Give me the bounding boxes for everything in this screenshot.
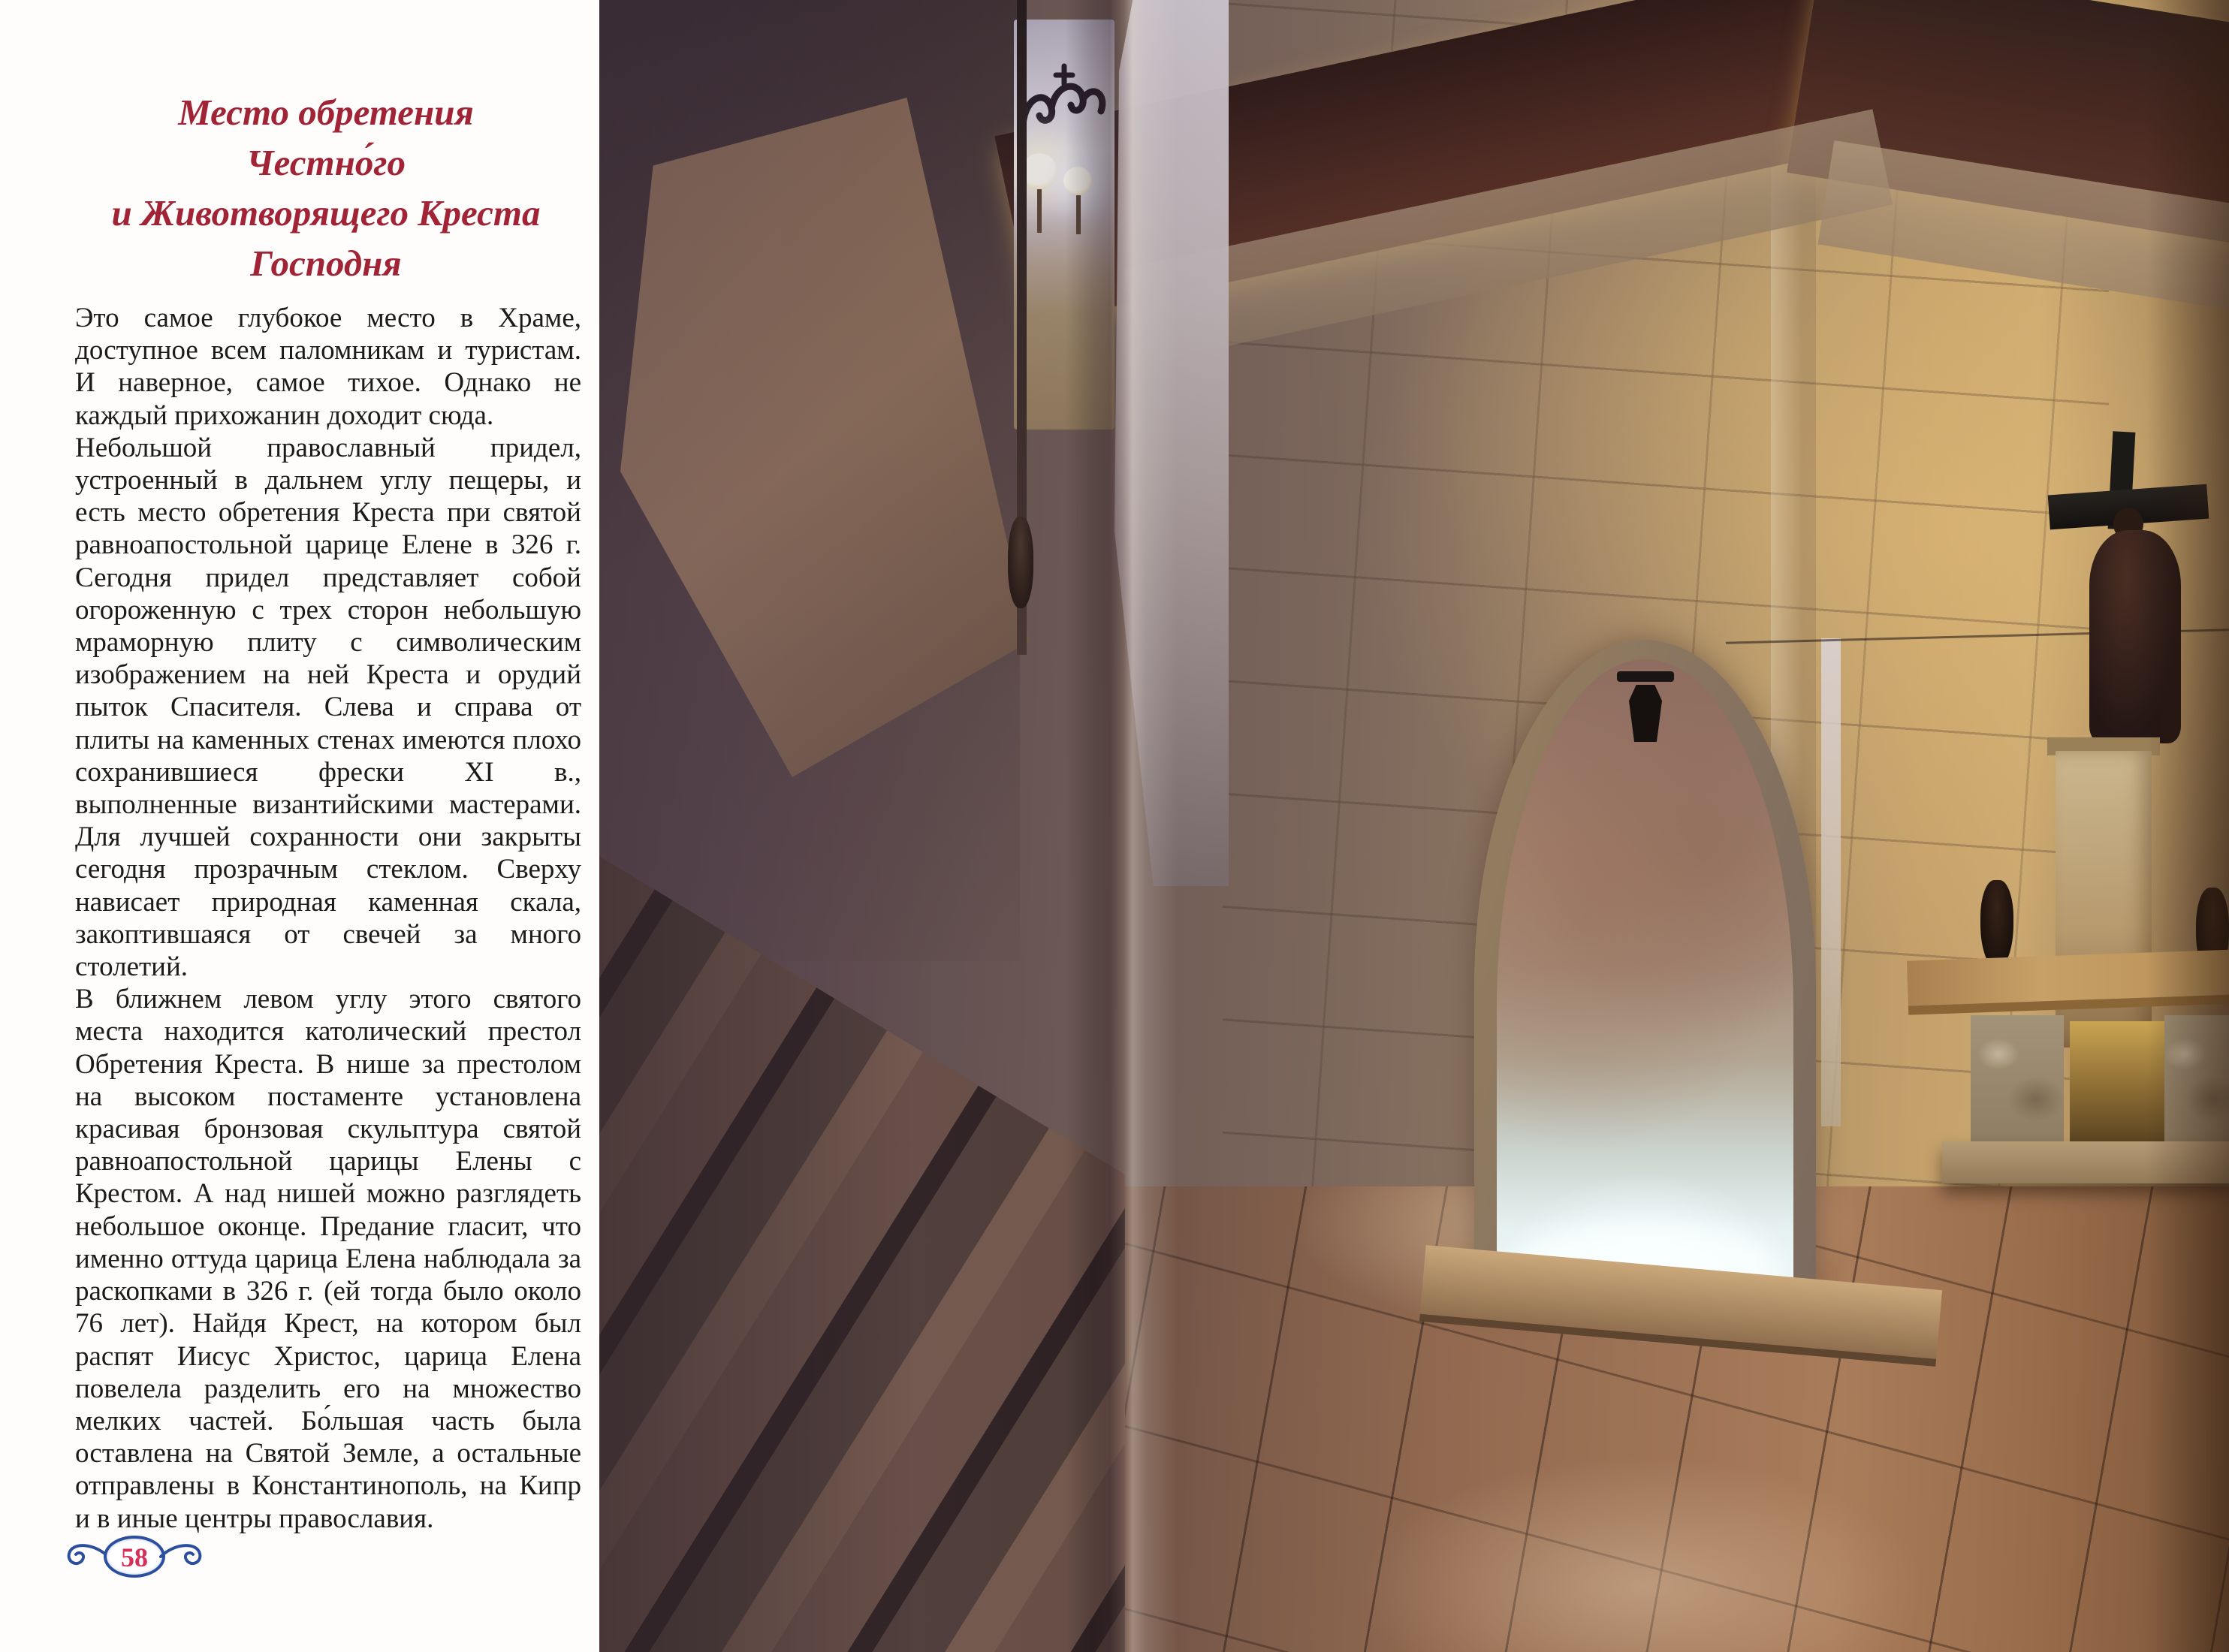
chapter-title-line: Честно́го: [246, 142, 406, 183]
chapter-title: [72, 87, 580, 288]
lantern-mount: [1617, 671, 1674, 682]
hanging-lantern-icon: [1629, 685, 1662, 742]
arched-rock-niche: [1474, 640, 1816, 1307]
chapter-title-line: Господня: [250, 243, 402, 284]
swirl-ornament-icon: [159, 1537, 207, 1576]
left-page: [0, 0, 599, 1652]
arch-jamb-highlight: [1821, 638, 1841, 1126]
lamp-stand: [1037, 189, 1042, 233]
stone-staircase: [599, 856, 1125, 1652]
excavation-rock-face: [1497, 659, 1793, 1307]
chapel-interior-photo: [599, 0, 2229, 1652]
page-number-ellipse: [104, 1536, 165, 1578]
altar-table-leg: [1971, 1015, 2064, 1144]
paragraph: В ближнем левом углу этого святого места находится католический престол Обретения Креста. В нише за престолом на высоком постаменте установлена красивая бронзовая скульптура святой равноапостольной царицы Елены с Крестом. А над нишей можно разглядеть небольшое оконце. Предание гласит, что именно оттуда царица Елена наблюдала за раскопками в 326 г. (ей тогда было около 76 лет). Найдя Крест, на котором был распят Иисус Христос, царица Елена повелела разделить его на множество мелких частей. Бо́льшая часть была оставлена на Святой Земле, а остальные отправлены в Константинополь, на Кипр и в иные центры православия.: [75, 984, 581, 1534]
book-gutter: [1065, 0, 1178, 1652]
page-edge-shading: [2146, 0, 2229, 1652]
page-number: 58: [121, 1542, 148, 1572]
chapter-title-line: Место обретения: [178, 92, 474, 133]
lamp-globe: [1021, 153, 1057, 189]
paragraph: Небольшой православный придел, устроенный в дальнем углу пещеры, и есть место обретения Креста при святой равноапостольной царице Елене в 326 г. Сегодня придел представляет собой огороженную с трех сторон небольшую мраморную плиту с символическим изображением на ней Креста и орудий пыток Спасителя. Слева и справа от плиты на каменных стенах имеются плохо сохранившиеся фрески XI в., выполненные византийскими мастерами. Для лучшей сохранности они закрыты сегодня прозрачным стеклом. Сверху нависает природная каменная скала, закоптившаяся от свечей за много столетий.: [75, 432, 581, 983]
page-number-badge: [62, 1533, 207, 1580]
swirl-ornament-icon: [62, 1537, 110, 1576]
body-text: [75, 302, 581, 1535]
dark-urn: [1980, 880, 2013, 969]
chapter-title-line: и Животворящего Креста: [111, 192, 541, 234]
paragraph: Это самое глубокое место в Храме, доступное всем паломникам и туристам. И наверное, самое тихое. Однако не каждый прихожанин доходит сюда.: [75, 303, 581, 431]
railing-finial: [1008, 517, 1033, 608]
